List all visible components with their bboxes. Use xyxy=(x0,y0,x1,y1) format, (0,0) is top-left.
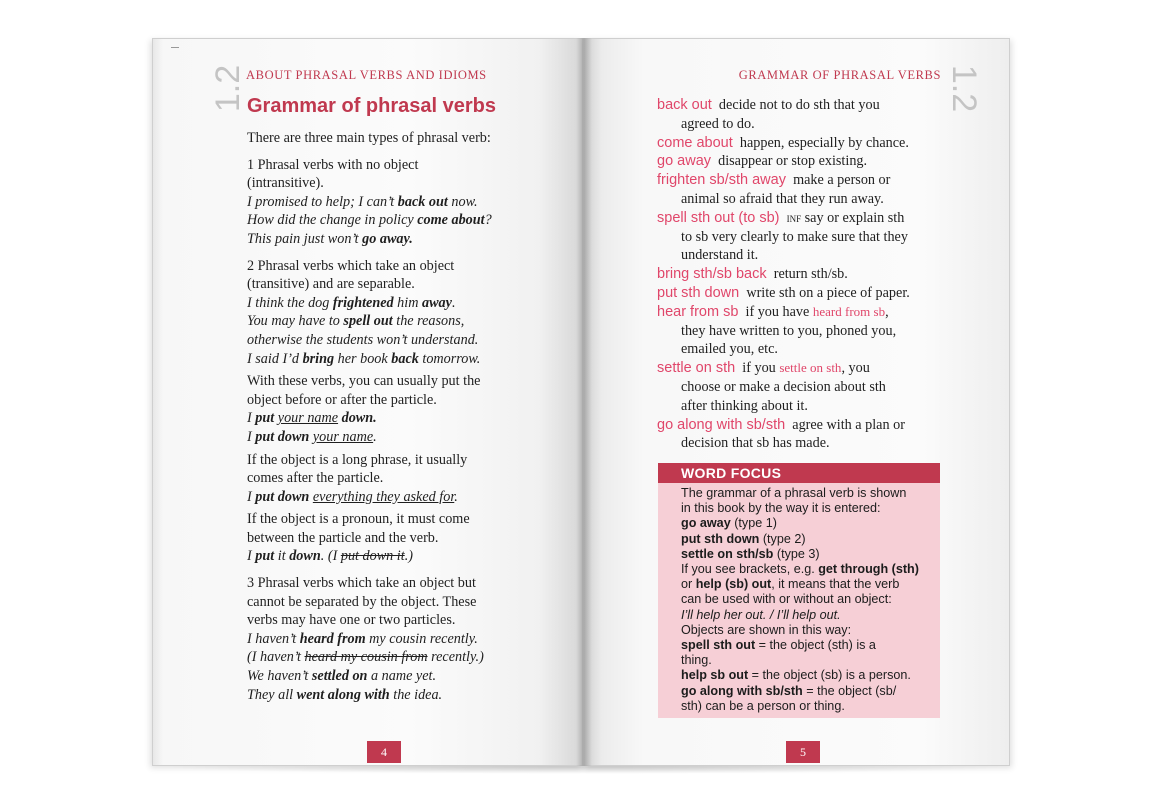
wf-line: If you see brackets, e.g. get through (sth) xyxy=(681,562,919,577)
wf-line: in this book by the way it is entered: xyxy=(681,501,881,516)
wf-line: thing. xyxy=(681,653,712,668)
example: otherwise the students won’t understand. xyxy=(247,331,479,348)
dictionary-entry: bring sth/sb back return sth/sb. xyxy=(657,266,848,283)
wf-line: go along with sb/sth = the object (sb/ xyxy=(681,683,897,698)
example: I put it down. (I put down it.) xyxy=(247,548,413,565)
wf-line: go away (type 1) xyxy=(681,516,777,531)
running-head: GRAMMAR OF PHRASAL VERBS xyxy=(738,68,941,82)
wf-line: sth) can be a person or thing. xyxy=(681,698,845,713)
dictionary-entry: put sth down write sth on a piece of paper. xyxy=(657,284,910,301)
type1-heading: 1 Phrasal verbs with no object (intransitive). xyxy=(247,156,419,192)
wf-line: spell sth out = the object (sth) is a xyxy=(681,638,876,653)
example: I said I’d bring her book back tomorrow. xyxy=(247,350,481,367)
page-tick xyxy=(171,47,179,48)
type3-heading: 3 Phrasal verbs which take an object but cannot be separated by the object. These verbs may have one or two particles. xyxy=(247,575,477,629)
example: I promised to help; I can’t back out now. xyxy=(247,193,478,210)
example: We haven’t settled on a name yet. xyxy=(247,668,437,685)
open-book xyxy=(152,38,1010,766)
wf-line: can be used with or without an object: xyxy=(681,592,892,607)
left-body xyxy=(247,129,522,704)
dictionary-entry: frighten sb/sth away make a person or animal so afraid that they run away. xyxy=(657,172,891,207)
type2-heading: 2 Phrasal verbs which take an object (transitive) and are separable. xyxy=(247,257,455,293)
example: They all went along with the idea. xyxy=(247,686,443,703)
wf-line: I’ll help her out. / I’ll help out. xyxy=(681,607,841,622)
dictionary-entry: go along with sb/sth agree with a plan or decision that sb has made. xyxy=(657,416,905,452)
wf-line: help sb out = the object (sb) is a person. xyxy=(681,668,911,683)
wf-line: The grammar of a phrasal verb is shown xyxy=(681,486,907,500)
wf-line: Objects are shown in this way: xyxy=(681,622,852,637)
example: I put your name down. xyxy=(247,410,377,427)
intro-text: There are three main types of phrasal verb: xyxy=(247,130,491,146)
dictionary-entry: settle on sth if you settle on sth, you choose or make a decision about sth after thinking about it. xyxy=(657,360,886,414)
page-number: 5 xyxy=(786,741,820,763)
dictionary-entry: spell sth out (to sb) inf say or explain sth to sb very clearly to make sure that they understand it. xyxy=(657,209,908,264)
wf-line: put sth down (type 2) xyxy=(681,531,806,546)
section-number: 1.2 xyxy=(209,64,248,113)
example: I haven’t heard from my cousin recently. xyxy=(247,630,478,647)
example: (I haven’t heard my cousin from recently.) xyxy=(247,649,484,666)
example: I put down your name. xyxy=(247,428,377,445)
page-title: Grammar of phrasal verbs xyxy=(247,95,496,117)
dictionary-entry: go away disappear or stop existing. xyxy=(657,153,868,170)
page-number: 4 xyxy=(367,741,401,763)
example: I put down everything they asked for. xyxy=(247,488,458,505)
word-focus-box xyxy=(658,463,940,718)
example: You may have to spell out the reasons, xyxy=(247,313,465,330)
example: This pain just won’t go away. xyxy=(247,230,413,247)
wf-line: or help (sb) out, it means that the verb xyxy=(681,577,900,592)
dictionary-entry: back out decide not to do sth that you agreed to do. xyxy=(657,97,880,132)
entry-list xyxy=(657,96,947,453)
note-text: If the object is a pronoun, it must come between the particle and the verb. xyxy=(247,511,470,546)
dictionary-entry: hear from sb if you have heard from sb, they have written to you, phoned you, emailed you, etc. xyxy=(657,303,897,358)
left-page xyxy=(152,38,583,766)
example: I think the dog frightened him away. xyxy=(247,294,456,311)
dictionary-entry: come about happen, especially by chance. xyxy=(657,134,909,151)
wf-line: settle on sth/sb (type 3) xyxy=(681,546,820,561)
word-focus-body xyxy=(658,483,940,718)
word-focus-header: WORD FOCUS xyxy=(658,463,940,483)
running-head: ABOUT PHRASAL VERBS AND IDIOMS xyxy=(246,68,487,82)
note-text: If the object is a long phrase, it usually comes after the particle. xyxy=(247,451,468,487)
example: How did the change in policy come about? xyxy=(247,212,492,229)
note-text: With these verbs, you can usually put the object before or after the particle. xyxy=(247,373,481,408)
section-number: 1.2 xyxy=(944,64,983,113)
